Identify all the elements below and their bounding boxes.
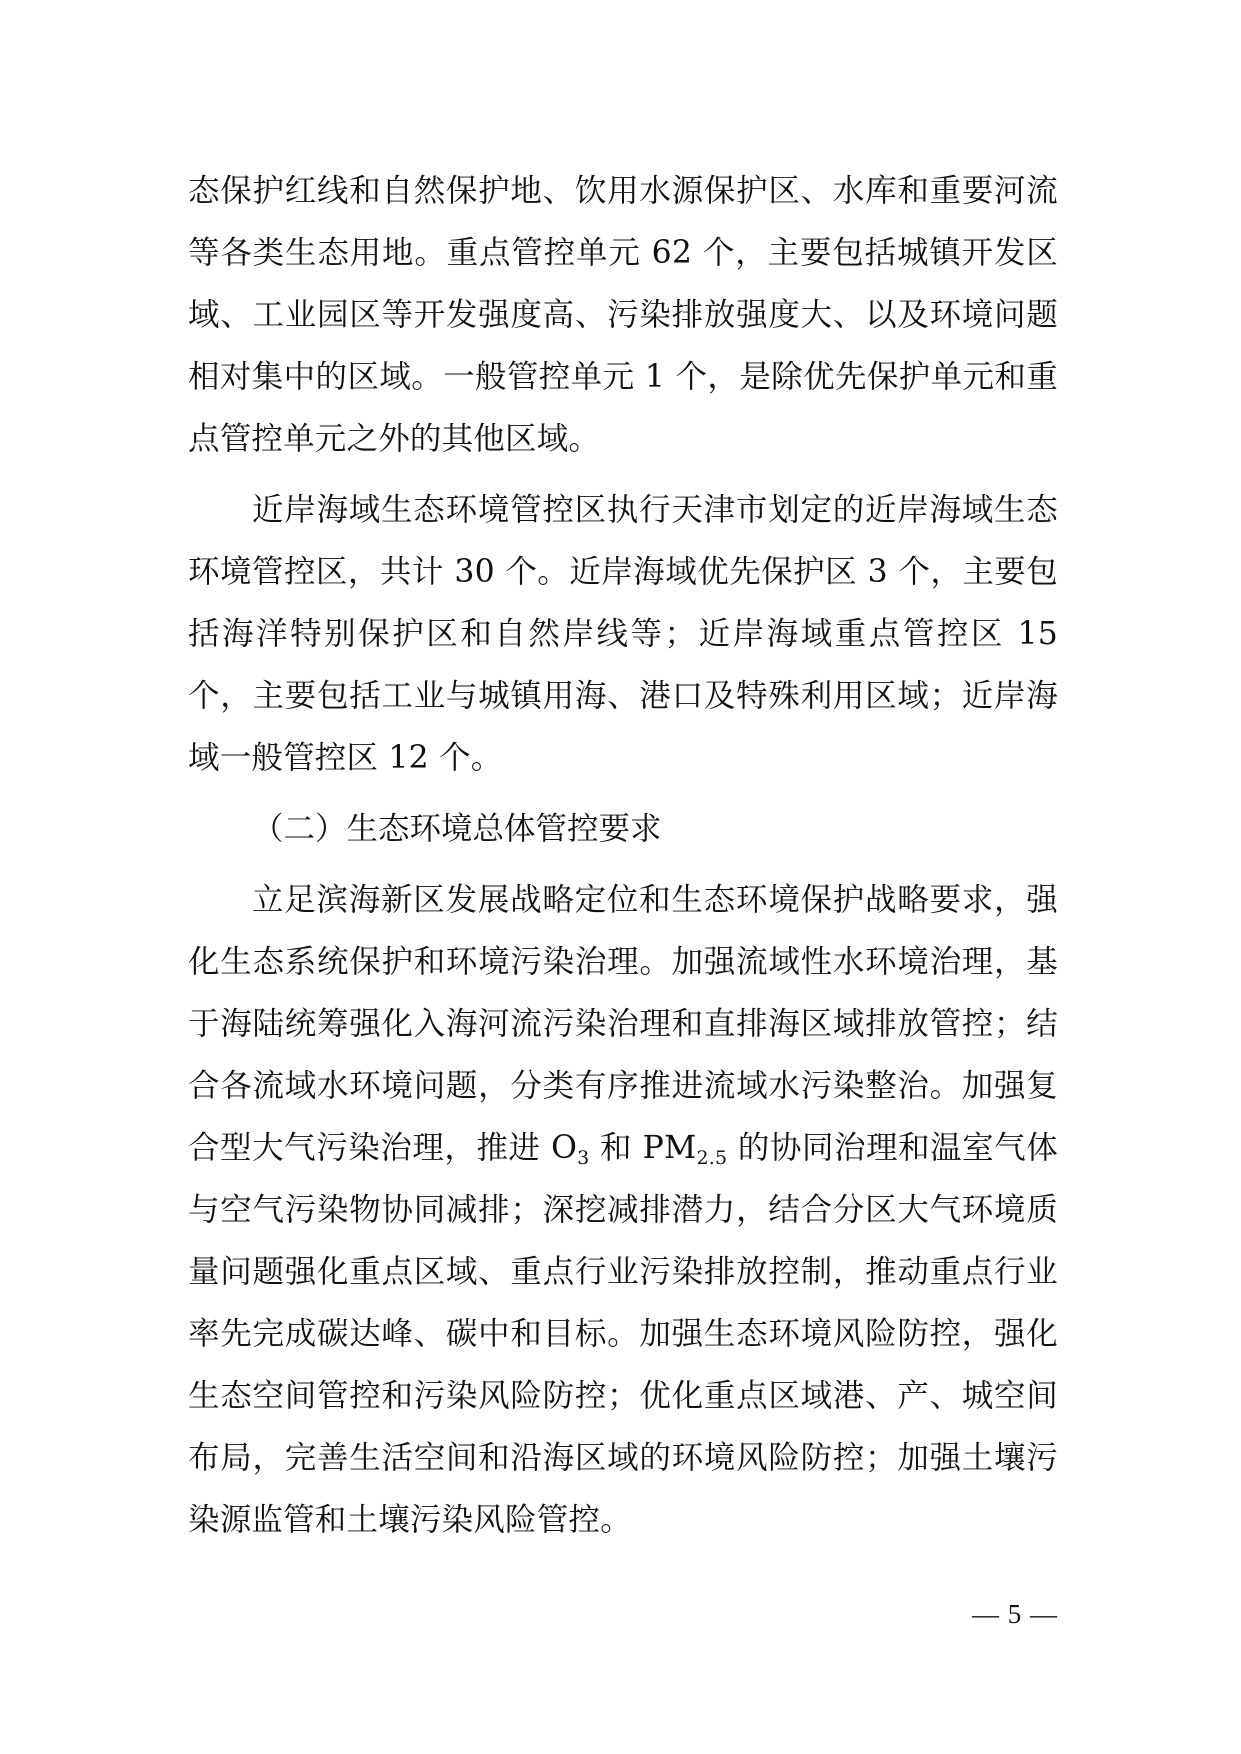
section-heading: （二）生态环境总体管控要求: [252, 811, 662, 847]
paragraph-text-part-1: 立足滨海新区发展战略定位和生态环境保护战略要求，强化生态系统保护和环境污染治理。加强流域性水环境治理，基于海陆统筹强化入海河流污染治理和直排海区域排放管控；结合各流域水环境问题，分类有序推进流域水污染整治。加强复合型大气污染治理，推进 O: [188, 882, 1058, 1166]
paragraph-text-part-3: 的协同治理和温室气体与空气污染物协同减排；深挖减排潜力，结合分区大气环境质量问题强化重点区域、重点行业污染排放控制，推动重点行业率先完成碳达峰、碳中和目标。加强生态环境风险防控，强化生态空间管控和污染风险防控；优化重点区域港、产、城空间布局，完善生活空间和沿海区域的环境风险防控；加强土壤污染源监管和土壤污染风险管控。: [188, 1130, 1058, 1538]
paragraph-overall-requirements: [188, 869, 1058, 1551]
document-body: [188, 160, 1058, 1551]
paragraph-text-part-2: 和 PM: [589, 1130, 697, 1166]
paragraph-control-units: 态保护红线和自然保护地、饮用水源保护区、水库和重要河流等各类生态用地。重点管控单元 62 个，主要包括城镇开发区域、工业园区等开发强度高、污染排放强度大、以及环境问题相对集中的区域。一般管控单元 1 个，是除优先保护单元和重点管控单元之外的其他区域。: [188, 173, 1058, 457]
paragraph-coastal-control-zones: 近岸海域生态环境管控区执行天津市划定的近岸海域生态环境管控区，共计 30 个。近岸海域优先保护区 3 个，主要包括海洋特别保护区和自然岸线等；近岸海域重点管控区 15 个，主要包括工业与城镇用海、港口及特殊利用区域；近岸海域一般管控区 12 个。: [188, 492, 1058, 776]
subscript-pm: 2.5: [696, 1147, 728, 1169]
subscript-ozone: 3: [577, 1147, 590, 1169]
page-number: — 5 —: [972, 1599, 1058, 1629]
